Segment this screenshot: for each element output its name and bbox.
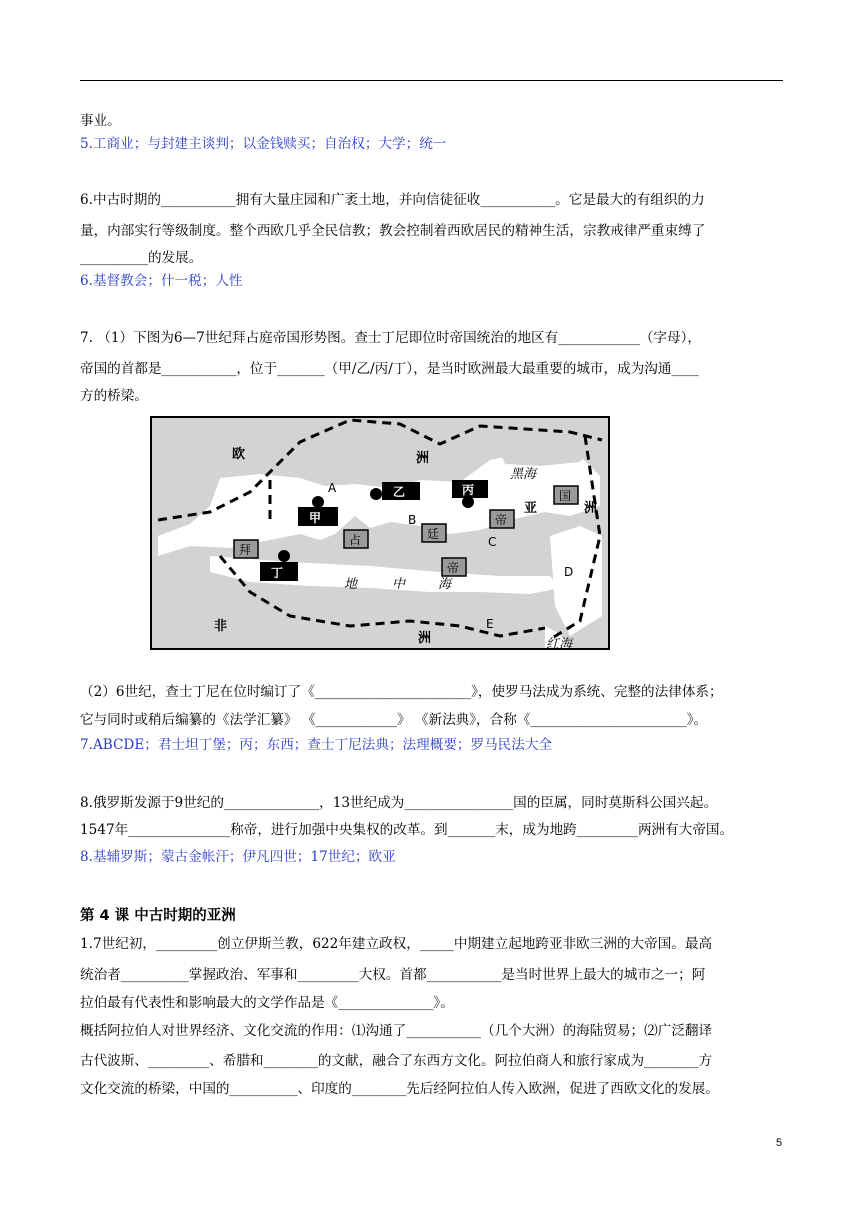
- section-heading: 第 4 课 中古时期的亚洲: [80, 908, 236, 924]
- answer-5: 5.工商业；与封建主谈判；以金钱赎买；自治权；大学；统一: [80, 136, 447, 152]
- box-bai: 拜: [239, 543, 252, 557]
- text-line: 事业。: [80, 113, 121, 129]
- box-guo: 国: [559, 489, 572, 503]
- question-6-line-1: 6.中古时期的___________拥有大量庄园和广袤土地，并向信徒征收___________。它是最大的有组织的力: [80, 192, 705, 208]
- question-7-line-3: 方的桥梁。: [80, 388, 148, 404]
- question-7-line-2: 帝国的首都是___________，位于_______（甲/乙/丙/丁），是当时欧洲最大最重要的城市，成为沟通____: [80, 361, 699, 377]
- label-zhou-bottom: 洲: [418, 631, 432, 646]
- section-4-line-3: 拉伯最有代表性和影响最大的文学作品是《______________》。: [80, 995, 454, 1011]
- question-6-line-2: 量，内部实行等级制度。整个西欧几乎全民信教；教会控制着西欧居民的精神生活，宗教戒律严重束缚了: [80, 223, 706, 239]
- box-zhan: 占: [349, 533, 362, 547]
- section-4-line-4: 概括阿拉伯人对世界经济、文化交流的作用：⑴沟通了___________（几个大洲）的海陆贸易；⑵广泛翻译: [80, 1023, 713, 1039]
- section-4-line-6: 文化交流的桥梁，中国的__________、印度的________先后经阿拉伯人传入欧洲，促进了西欧文化的发展。: [80, 1081, 719, 1097]
- question-8-line-2: 1547年_______________称帝，进行加强中央集权的改革。到_______末，成为地跨_________两洲有大帝国。: [80, 822, 734, 838]
- box-bing: 丙: [462, 483, 475, 497]
- label-ou: 欧: [232, 447, 246, 462]
- byzantine-empire-map: [150, 416, 610, 650]
- label-black-sea: 黑海: [510, 467, 537, 482]
- label-ya: 亚: [524, 501, 538, 516]
- region-a: A: [328, 481, 337, 495]
- box-yi: 乙: [393, 485, 406, 499]
- label-fei: 非: [214, 619, 228, 634]
- box-ting: 廷: [427, 527, 440, 541]
- header-rule: [80, 80, 783, 81]
- question-6-line-3: __________的发展。: [80, 250, 203, 266]
- label-red-sea: 红海: [546, 637, 573, 650]
- question-8-line-1: 8.俄罗斯发源于9世纪的______________，13世纪成为________________国的臣属，同时莫斯科公国兴起。: [80, 795, 718, 811]
- label-zhou-right: 洲: [584, 501, 598, 516]
- section-4-line-5: 古代波斯、_________、希腊和________的文献，融合了东西方文化。阿拉伯商人和旅行家成为________方: [80, 1053, 713, 1069]
- question-7-line-4: （2）6世纪，查士丁尼在位时编订了《_______________________》，使罗马法成为系统、完整的法律体系；: [80, 684, 723, 700]
- box-jia: 甲: [309, 511, 322, 525]
- label-med-hai: 海: [438, 577, 452, 592]
- label-med-di: 地: [344, 577, 358, 592]
- answer-6: 6.基督教会；什一税；人性: [80, 273, 243, 289]
- box-di-2: 帝: [447, 561, 460, 575]
- answer-7: 7.ABCDE；君士坦丁堡；丙；东西；查士丁尼法典；法理概要；罗马民法大全: [80, 737, 553, 753]
- region-e: E: [486, 617, 494, 631]
- question-7-line-1: 7. （1）下图为6—7世纪拜占庭帝国形势图。查士丁尼即位时帝国统治的地区有____________（字母），: [80, 330, 701, 346]
- page-number: 5: [776, 1137, 783, 1149]
- label-zhou-top: 洲: [416, 451, 430, 466]
- region-d: D: [564, 565, 574, 579]
- answer-8: 8.基辅罗斯；蒙古金帐汗；伊凡四世；17世纪；欧亚: [80, 849, 396, 865]
- region-b: B: [408, 513, 417, 527]
- box-ding: 丁: [271, 566, 284, 580]
- question-7-line-5: 它与同时或稍后编纂的《法学汇纂》 《____________》 《新法典》，合称《_______________________》。: [80, 712, 708, 728]
- section-4-line-2: 统治者__________掌握政治、军事和_________大权。首都___________是当时世界上最大的城市之一；阿: [80, 967, 706, 983]
- section-4-line-1: 1.7世纪初，_________创立伊斯兰教，622年建立政权，_____中期建立起地跨亚非欧三洲的大帝国。最高: [80, 936, 713, 952]
- box-di-1: 帝: [495, 513, 508, 527]
- label-med-zhong: 中: [392, 577, 406, 592]
- region-c: C: [488, 535, 497, 549]
